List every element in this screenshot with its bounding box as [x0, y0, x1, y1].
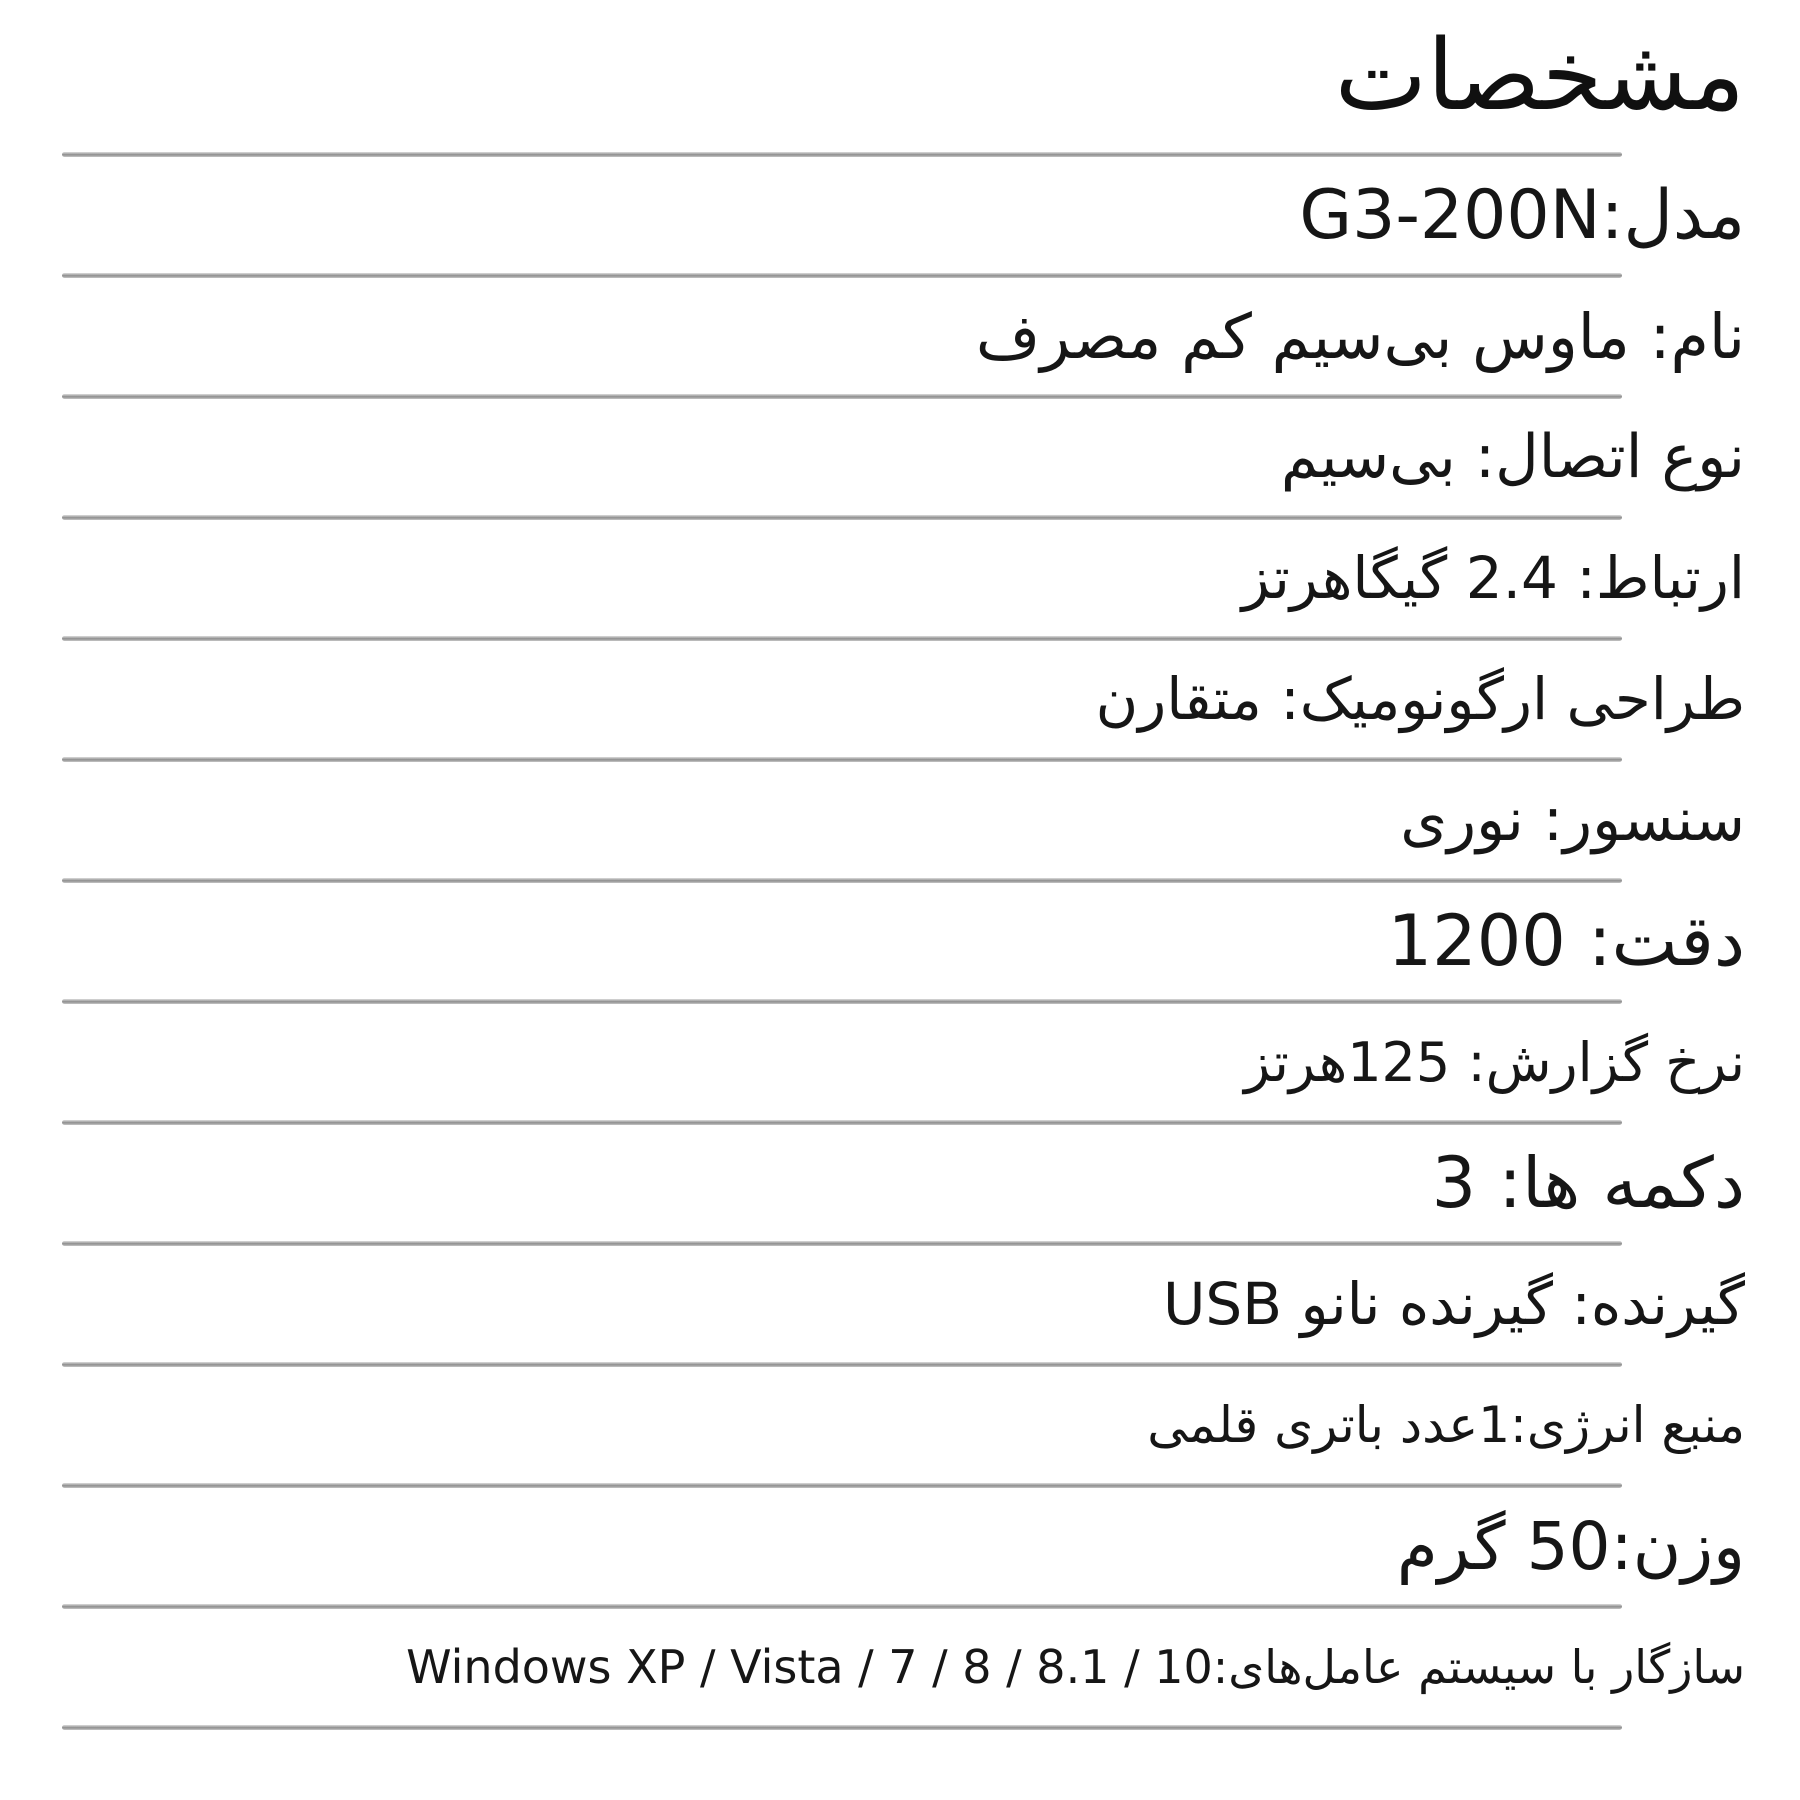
spec-row-report-rate: نرخ گزارش: 125هرتز — [1244, 1030, 1745, 1094]
spec-row-model: مدل:G3-200N — [1299, 175, 1745, 255]
spec-row-frequency: ارتباط: 2.4 گیگاهرتز — [1241, 544, 1745, 612]
spec-row-dpi: دقت: 1200 — [1387, 900, 1745, 982]
spec-row-name: نام: ماوس بی‌سیم کم مصرف — [975, 299, 1745, 373]
spec-row-ergonomic-design: طراحی ارگونومیک: متقارن — [1095, 665, 1745, 733]
spec-row-receiver: گیرنده: گیرنده نانو USB — [1162, 1270, 1745, 1338]
spec-row-connection-type: نوع اتصال: بی‌سیم — [1280, 422, 1745, 492]
spec-row-sensor: سنسور: نوری — [1400, 785, 1745, 855]
page-title: مشخصات — [1334, 19, 1745, 133]
spec-row-power-source: منبع انرژی:1عدد باتری قلمی — [1147, 1396, 1745, 1454]
spec-row-weight: وزن:50 گرم — [1396, 1507, 1745, 1585]
spec-row-os-compatibility: سازگار با سیستم عامل‌های:Windows XP / Vista / 7 / 8 / 8.1 / 10 — [406, 1640, 1745, 1694]
spec-row-buttons: دکمه ها: 3 — [1431, 1142, 1745, 1224]
divider — [62, 1725, 1622, 1730]
